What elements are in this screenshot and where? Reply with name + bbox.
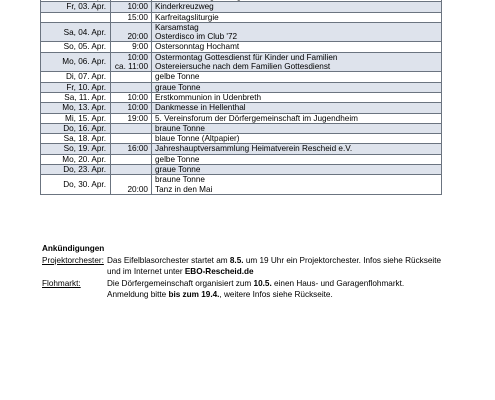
schedule-date: Sa, 11. Apr. bbox=[41, 92, 111, 102]
schedule-event-line: 5. Vereinsforum der Dörfergemeinschaft im Jugendheim bbox=[155, 113, 358, 123]
schedule-time bbox=[111, 2, 152, 12]
schedule-row bbox=[41, 12, 442, 22]
schedule-event-line: Dankmesse in Hellenthal bbox=[155, 103, 246, 113]
schedule-event-line: graue Tonne bbox=[155, 165, 201, 175]
announcement-item bbox=[42, 278, 482, 301]
schedule-time-line: ca. 11:00 bbox=[114, 62, 148, 72]
announcement-highlight: EBO-Rescheid.de bbox=[184, 267, 254, 277]
schedule-event bbox=[152, 175, 442, 195]
schedule-time-line bbox=[114, 165, 148, 174]
announcement-segment: Anmeldung bitte bbox=[107, 290, 169, 300]
schedule-event bbox=[152, 123, 442, 133]
schedule-time bbox=[111, 92, 152, 102]
schedule-date: Mo, 13. Apr. bbox=[41, 103, 111, 113]
announcement-segment: um 19 Uhr ein Projektorchester. Infos siehe Rückseite bbox=[243, 255, 442, 265]
schedule-time bbox=[111, 175, 152, 195]
announcement-line bbox=[107, 278, 482, 290]
schedule-time-line: 16:00 bbox=[127, 144, 148, 154]
schedule-time bbox=[111, 52, 152, 72]
announcement-line bbox=[107, 255, 482, 267]
schedule-date: Sa, 18. Apr. bbox=[41, 134, 111, 144]
schedule-event bbox=[152, 22, 442, 42]
schedule-event-line: graue Tonne bbox=[155, 82, 201, 92]
announcement-item bbox=[42, 255, 482, 278]
schedule-time-line bbox=[114, 83, 148, 92]
announcements-section bbox=[42, 243, 482, 301]
schedule-date: Mi, 15. Apr. bbox=[41, 113, 111, 123]
schedule-time bbox=[111, 22, 152, 42]
schedule-row bbox=[41, 22, 442, 42]
schedule-event-line: gelbe Tonne bbox=[155, 72, 200, 82]
schedule-time-line: 9:00 bbox=[132, 42, 148, 52]
announcements-heading: Ankündigungen bbox=[42, 244, 105, 253]
schedule-time bbox=[111, 12, 152, 22]
schedule-row bbox=[41, 92, 442, 102]
announcement-line bbox=[107, 289, 482, 301]
announcement-highlight: 10.5. bbox=[253, 278, 272, 288]
schedule-time bbox=[111, 103, 152, 113]
schedule-row bbox=[41, 165, 442, 175]
announcement-segment: und im Internet unter bbox=[107, 267, 185, 277]
schedule-event-line: Ostermontag Gottesdienst für Kinder und Familien bbox=[155, 52, 338, 62]
schedule-time-line: 10:00 bbox=[127, 103, 148, 113]
schedule-time-line bbox=[114, 124, 148, 133]
schedule-row bbox=[41, 72, 442, 82]
schedule-event-line: Osterdisco im Club '72 bbox=[155, 32, 238, 42]
schedule-date: Do, 23. Apr. bbox=[41, 165, 111, 175]
announcement-text bbox=[107, 255, 482, 278]
schedule-event bbox=[152, 154, 442, 164]
schedule-date bbox=[41, 12, 111, 22]
schedule-time bbox=[111, 144, 152, 154]
schedule-time-line bbox=[114, 23, 148, 32]
schedule-time-line bbox=[114, 175, 148, 184]
schedule-event-line: Ostersonntag Hochamt bbox=[155, 42, 240, 52]
schedule-event bbox=[152, 72, 442, 82]
announcement-text bbox=[107, 278, 482, 301]
schedule-event-line: Ostereiersuche nach dem Familien Gottesdienst bbox=[155, 62, 331, 72]
schedule-row bbox=[41, 123, 442, 133]
schedule-row bbox=[41, 154, 442, 164]
schedule-time-line: 20:00 bbox=[127, 32, 148, 42]
schedule-time-line: 20:00 bbox=[127, 184, 148, 194]
schedule-event bbox=[152, 52, 442, 72]
schedule-event-line: braune Tonne bbox=[155, 123, 205, 133]
schedule-time bbox=[111, 113, 152, 123]
schedule-date: Sa, 04. Apr. bbox=[41, 22, 111, 42]
schedule-row bbox=[41, 103, 442, 113]
announcement-segment: einen Haus- und Garagenflohmarkt. bbox=[271, 278, 405, 288]
schedule-event bbox=[152, 103, 442, 113]
schedule-event bbox=[152, 144, 442, 154]
schedule-time-line bbox=[114, 155, 148, 164]
schedule-time-line: 19:00 bbox=[127, 113, 148, 123]
announcement-segment: , weitere Infos siehe Rückseite. bbox=[219, 290, 333, 300]
schedule-time-line bbox=[114, 72, 148, 81]
schedule-time bbox=[111, 123, 152, 133]
schedule-row bbox=[41, 144, 442, 154]
schedule-event bbox=[152, 82, 442, 92]
announcement-highlight: bis zum 19.4. bbox=[168, 290, 220, 300]
schedule-date: Di, 07. Apr. bbox=[41, 72, 111, 82]
schedule-event-line: Kinderkreuzweg bbox=[155, 2, 214, 12]
schedule-time-line: 10:00 bbox=[127, 52, 148, 62]
schedule-date: Mo, 06. Apr. bbox=[41, 52, 111, 72]
schedule-row bbox=[41, 134, 442, 144]
schedule-event-line: gelbe Tonne bbox=[155, 154, 200, 164]
schedule-row bbox=[41, 42, 442, 52]
announcement-segment: Die Dörfergemeinschaft organisiert zum bbox=[107, 278, 254, 288]
schedule-event bbox=[152, 42, 442, 52]
schedule-date: So, 05. Apr. bbox=[41, 42, 111, 52]
announcement-segment: Das Eifelblasorchester startet am bbox=[107, 255, 230, 265]
schedule-time bbox=[111, 42, 152, 52]
announcement-highlight: 8.5. bbox=[229, 255, 244, 265]
schedule-event bbox=[152, 2, 442, 12]
schedule-event-line: braune Tonne bbox=[155, 175, 205, 185]
announcement-line bbox=[107, 266, 482, 278]
schedule-date: Mo, 20. Apr. bbox=[41, 154, 111, 164]
schedule-event bbox=[152, 12, 442, 22]
schedule-date: So, 19. Apr. bbox=[41, 144, 111, 154]
schedule-row bbox=[41, 52, 442, 72]
announcement-label: Flohmarkt: bbox=[42, 278, 81, 288]
schedule-event bbox=[152, 113, 442, 123]
schedule-time-line: 15:00 bbox=[127, 12, 148, 22]
schedule-row bbox=[41, 2, 442, 12]
schedule-date: Fr, 03. Apr. bbox=[41, 2, 111, 12]
schedule-event bbox=[152, 165, 442, 175]
schedule-event-line: Erstkommunion in Udenbreth bbox=[155, 92, 262, 102]
schedule-time bbox=[111, 82, 152, 92]
schedule-date: Do, 30. Apr. bbox=[41, 175, 111, 195]
announcement-label: Projektorchester: bbox=[42, 255, 104, 265]
schedule-time-line: 10:00 bbox=[127, 2, 148, 12]
schedule-time bbox=[111, 165, 152, 175]
schedule-event-line: Jahreshauptversammlung Heimatverein Rescheid e.V. bbox=[155, 144, 353, 154]
schedule-row bbox=[41, 113, 442, 123]
schedule-event-line: blaue Tonne (Altpapier) bbox=[155, 134, 240, 144]
schedule-row bbox=[41, 175, 442, 195]
schedule-time bbox=[111, 154, 152, 164]
schedule-date: Do, 16. Apr. bbox=[41, 123, 111, 133]
schedule-event-line: Karsamstag bbox=[155, 22, 199, 32]
schedule-event bbox=[152, 92, 442, 102]
schedule-table bbox=[40, 0, 442, 195]
schedule-event bbox=[152, 134, 442, 144]
schedule-time-line: 10:00 bbox=[127, 92, 148, 102]
schedule-event-line: Tanz in den Mai bbox=[155, 184, 213, 194]
schedule-event-line: Karfreitagsliturgie bbox=[155, 12, 219, 22]
schedule-time bbox=[111, 134, 152, 144]
schedule-time bbox=[111, 72, 152, 82]
schedule-time-line bbox=[114, 134, 148, 143]
schedule-date: Fr, 10. Apr. bbox=[41, 82, 111, 92]
schedule-row bbox=[41, 82, 442, 92]
